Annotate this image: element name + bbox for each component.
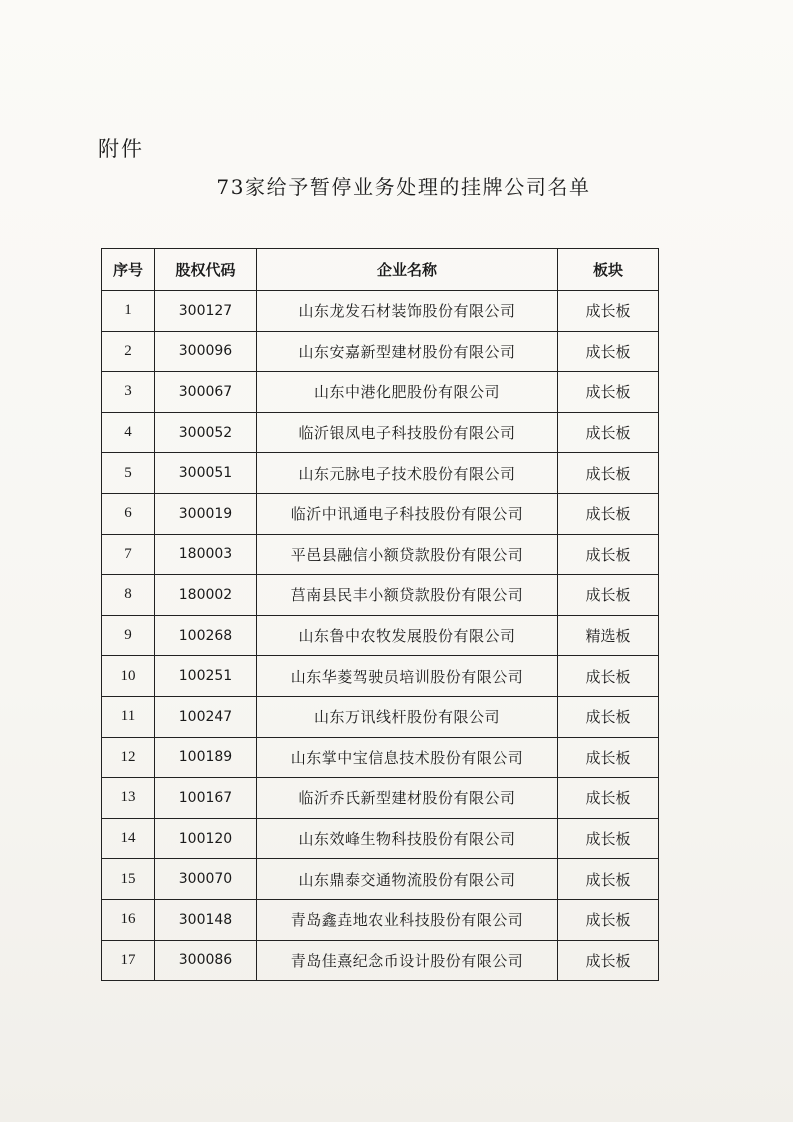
row-index: 10 bbox=[102, 656, 155, 697]
row-board: 成长板 bbox=[558, 696, 659, 737]
table-row bbox=[102, 737, 659, 778]
table-row bbox=[102, 899, 659, 940]
row-index: 5 bbox=[102, 453, 155, 494]
row-code: 100167 bbox=[155, 778, 257, 819]
row-index: 6 bbox=[102, 493, 155, 534]
row-board: 成长板 bbox=[558, 575, 659, 616]
row-code: 180002 bbox=[155, 575, 257, 616]
row-index: 9 bbox=[102, 615, 155, 656]
row-board: 成长板 bbox=[558, 412, 659, 453]
table-row bbox=[102, 778, 659, 819]
row-board: 成长板 bbox=[558, 778, 659, 819]
row-company-name: 山东龙发石材装饰股份有限公司 bbox=[257, 291, 558, 332]
row-board: 成长板 bbox=[558, 859, 659, 900]
row-board: 成长板 bbox=[558, 737, 659, 778]
row-code: 300096 bbox=[155, 331, 257, 372]
table-row bbox=[102, 859, 659, 900]
row-index: 8 bbox=[102, 575, 155, 616]
row-code: 300051 bbox=[155, 453, 257, 494]
appendix-label: 附件 bbox=[98, 137, 144, 161]
row-code: 100247 bbox=[155, 696, 257, 737]
header-code: 股权代码 bbox=[155, 249, 257, 291]
row-company-name: 临沂银凤电子科技股份有限公司 bbox=[257, 412, 558, 453]
table-row bbox=[102, 291, 659, 332]
row-board: 成长板 bbox=[558, 534, 659, 575]
row-code: 100120 bbox=[155, 818, 257, 859]
row-board: 成长板 bbox=[558, 291, 659, 332]
row-board: 成长板 bbox=[558, 656, 659, 697]
row-code: 180003 bbox=[155, 534, 257, 575]
row-company-name: 临沂乔氏新型建材股份有限公司 bbox=[257, 778, 558, 819]
table-row bbox=[102, 615, 659, 656]
row-index: 2 bbox=[102, 331, 155, 372]
row-company-name: 山东鲁中农牧发展股份有限公司 bbox=[257, 615, 558, 656]
row-company-name: 山东鼎泰交通物流股份有限公司 bbox=[257, 859, 558, 900]
table-row bbox=[102, 412, 659, 453]
table-row bbox=[102, 818, 659, 859]
row-code: 300127 bbox=[155, 291, 257, 332]
row-index: 17 bbox=[102, 940, 155, 981]
row-code: 300070 bbox=[155, 859, 257, 900]
row-index: 3 bbox=[102, 372, 155, 413]
table-body bbox=[102, 291, 659, 981]
table-row bbox=[102, 940, 659, 981]
row-board: 成长板 bbox=[558, 331, 659, 372]
row-board: 成长板 bbox=[558, 493, 659, 534]
row-company-name: 山东元脉电子技术股份有限公司 bbox=[257, 453, 558, 494]
row-code: 300067 bbox=[155, 372, 257, 413]
row-index: 15 bbox=[102, 859, 155, 900]
row-board: 成长板 bbox=[558, 453, 659, 494]
row-index: 14 bbox=[102, 818, 155, 859]
row-company-name: 临沂中讯通电子科技股份有限公司 bbox=[257, 493, 558, 534]
row-company-name: 青岛鑫垚地农业科技股份有限公司 bbox=[257, 899, 558, 940]
table-row bbox=[102, 534, 659, 575]
row-company-name: 山东万讯线杆股份有限公司 bbox=[257, 696, 558, 737]
row-index: 7 bbox=[102, 534, 155, 575]
row-board: 成长板 bbox=[558, 899, 659, 940]
row-board: 成长板 bbox=[558, 818, 659, 859]
table-row bbox=[102, 656, 659, 697]
row-code: 100189 bbox=[155, 737, 257, 778]
table-row bbox=[102, 575, 659, 616]
row-company-name: 山东效峰生物科技股份有限公司 bbox=[257, 818, 558, 859]
row-index: 11 bbox=[102, 696, 155, 737]
row-code: 300086 bbox=[155, 940, 257, 981]
table-row bbox=[102, 372, 659, 413]
table-row bbox=[102, 493, 659, 534]
company-list-table bbox=[101, 248, 659, 981]
table-row bbox=[102, 331, 659, 372]
row-company-name: 山东中港化肥股份有限公司 bbox=[257, 372, 558, 413]
row-board: 成长板 bbox=[558, 940, 659, 981]
table-header-row bbox=[102, 249, 659, 291]
document-title: 73家给予暂停业务处理的挂牌公司名单 bbox=[216, 175, 591, 199]
row-code: 100268 bbox=[155, 615, 257, 656]
header-company-name: 企业名称 bbox=[257, 249, 558, 291]
row-company-name: 莒南县民丰小额贷款股份有限公司 bbox=[257, 575, 558, 616]
row-company-name: 平邑县融信小额贷款股份有限公司 bbox=[257, 534, 558, 575]
row-code: 300052 bbox=[155, 412, 257, 453]
row-code: 300019 bbox=[155, 493, 257, 534]
row-board: 成长板 bbox=[558, 372, 659, 413]
header-index: 序号 bbox=[102, 249, 155, 291]
row-code: 300148 bbox=[155, 899, 257, 940]
row-index: 1 bbox=[102, 291, 155, 332]
table-row bbox=[102, 696, 659, 737]
row-company-name: 山东安嘉新型建材股份有限公司 bbox=[257, 331, 558, 372]
row-board: 精选板 bbox=[558, 615, 659, 656]
row-code: 100251 bbox=[155, 656, 257, 697]
row-index: 16 bbox=[102, 899, 155, 940]
row-company-name: 山东华菱驾驶员培训股份有限公司 bbox=[257, 656, 558, 697]
table-row bbox=[102, 453, 659, 494]
row-index: 4 bbox=[102, 412, 155, 453]
row-index: 13 bbox=[102, 778, 155, 819]
header-board: 板块 bbox=[558, 249, 659, 291]
row-company-name: 山东掌中宝信息技术股份有限公司 bbox=[257, 737, 558, 778]
row-company-name: 青岛佳熹纪念币设计股份有限公司 bbox=[257, 940, 558, 981]
row-index: 12 bbox=[102, 737, 155, 778]
